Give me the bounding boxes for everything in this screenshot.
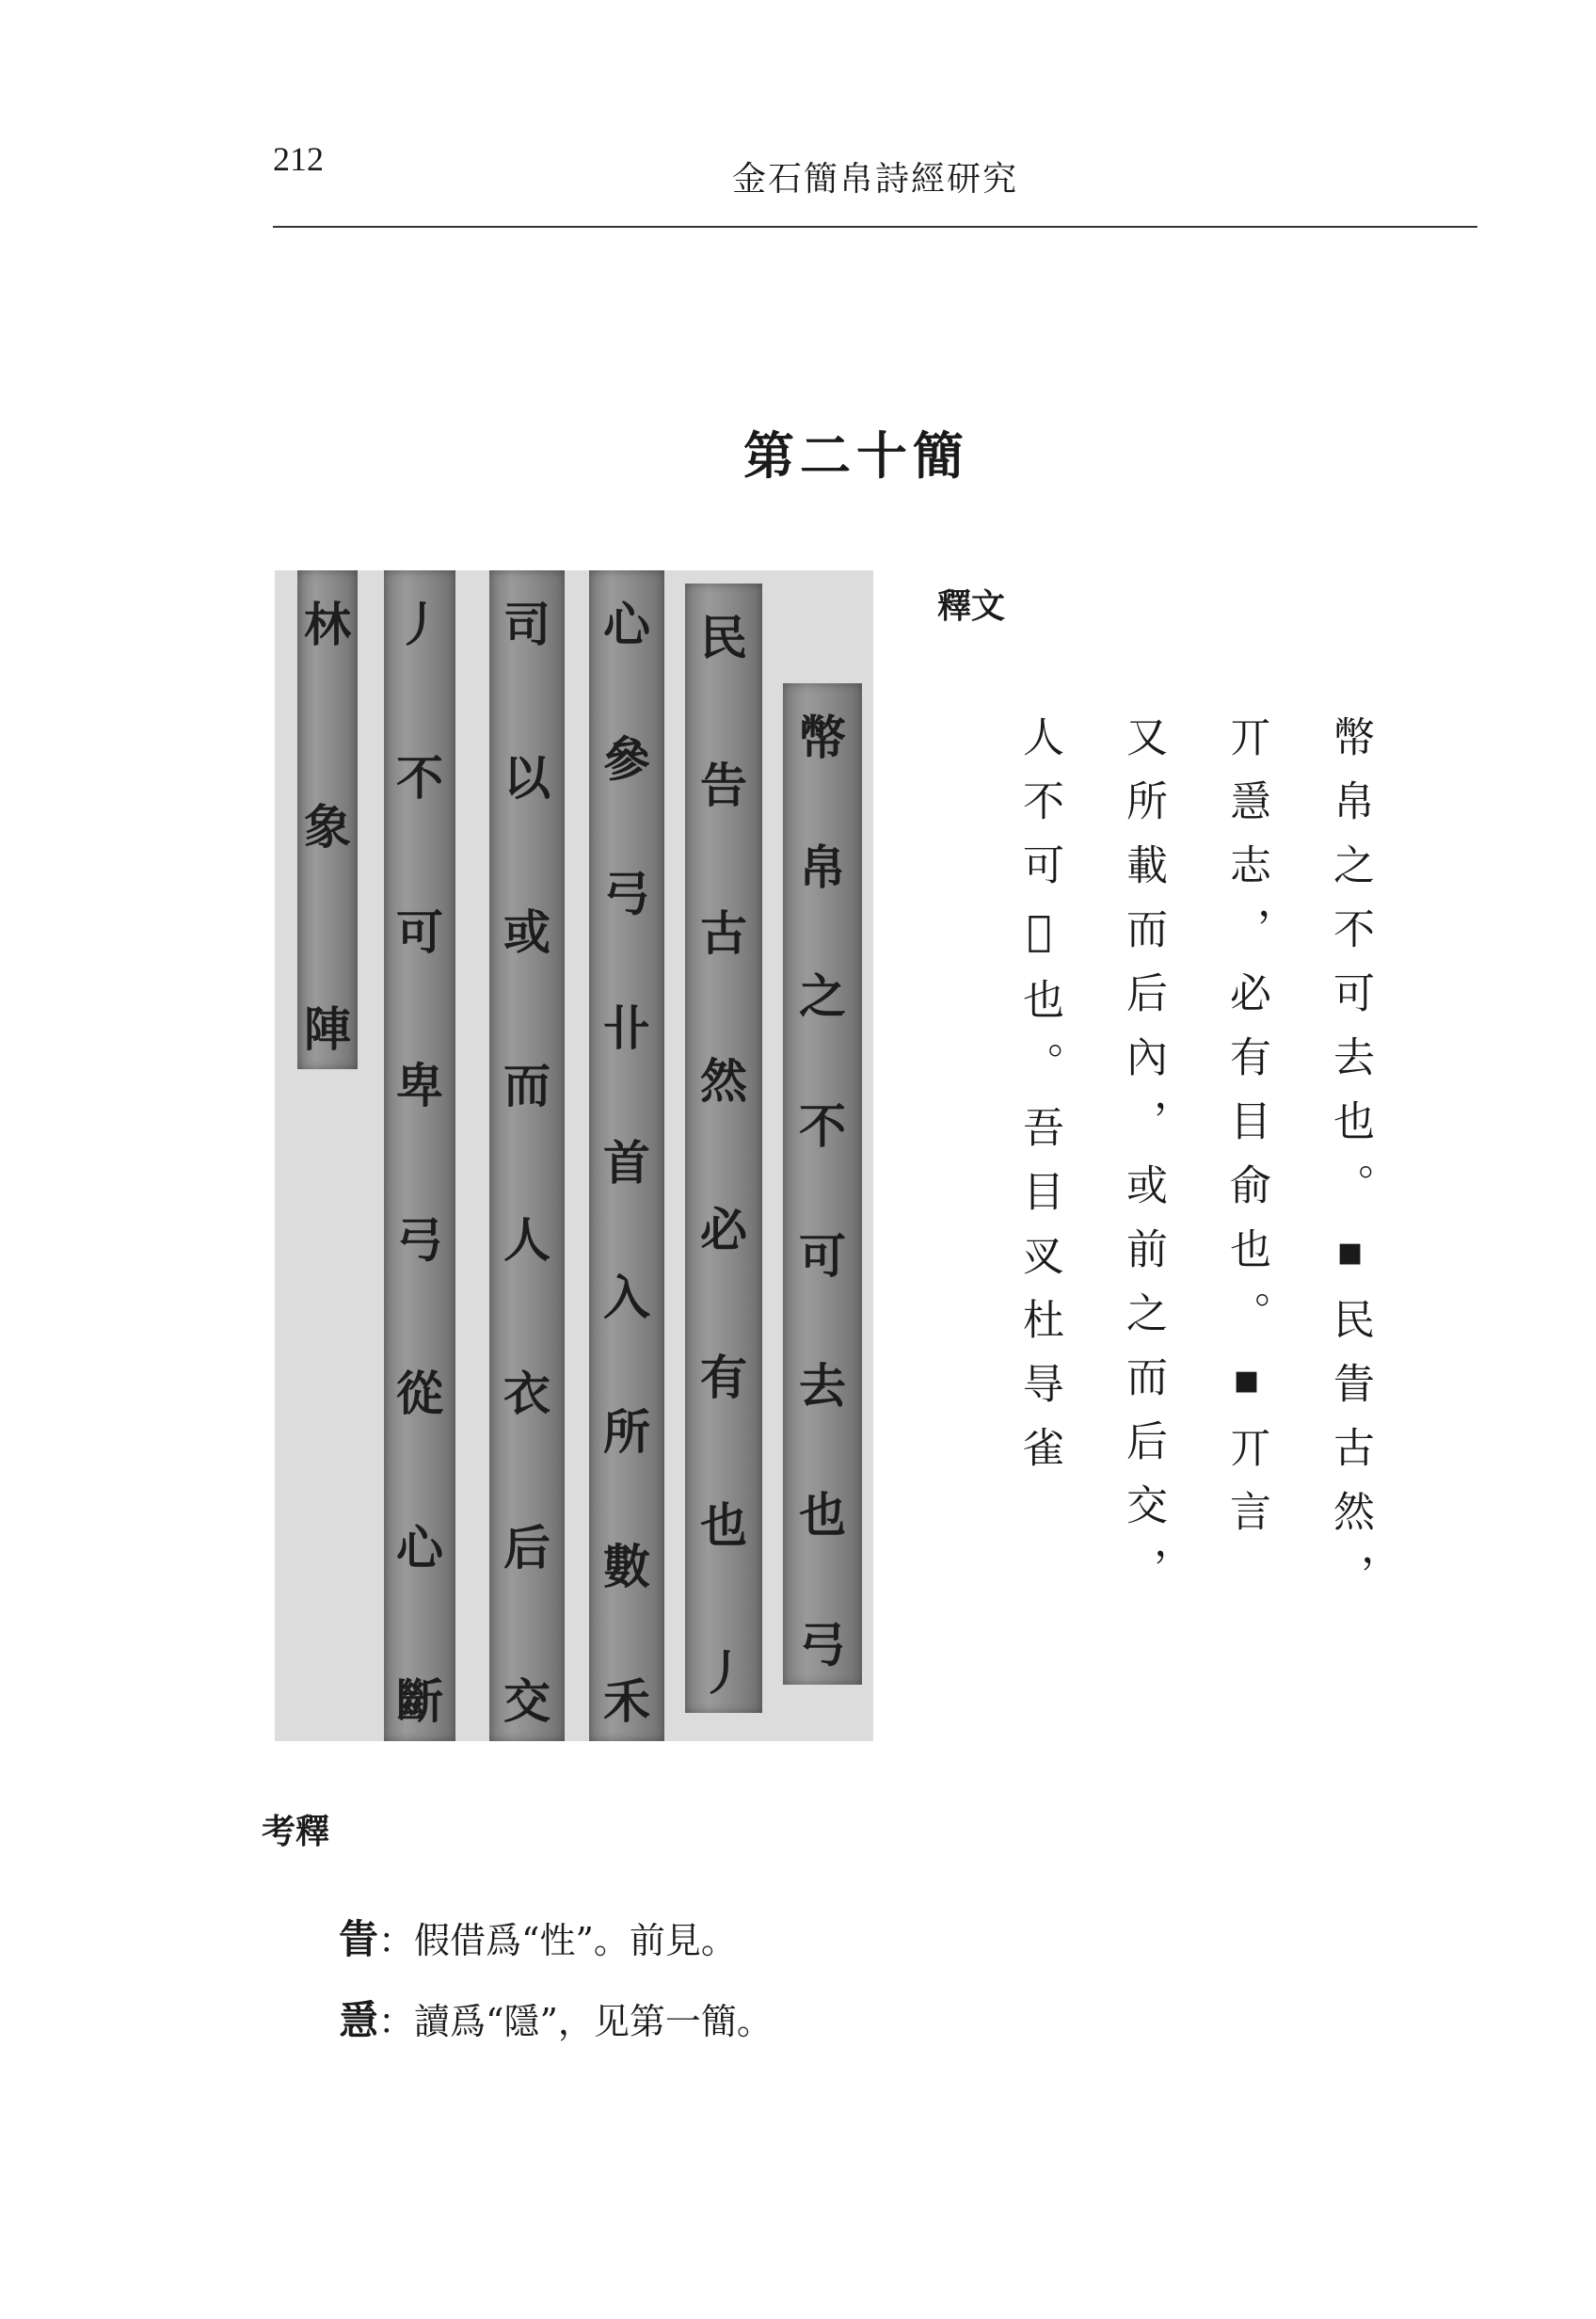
slip-glyph: 象 xyxy=(304,799,351,855)
page-number: 212 xyxy=(273,140,324,178)
note-separator: ： xyxy=(378,1920,415,1961)
slip-glyphs xyxy=(384,587,455,1732)
slip-glyph: 必 xyxy=(700,1201,747,1257)
slip-glyph: 幣 xyxy=(799,710,846,765)
commentary-note xyxy=(339,1990,773,2046)
slip-glyph: 弓 xyxy=(799,1616,846,1672)
slip-glyph: 禾 xyxy=(603,1673,650,1729)
slip-glyphs xyxy=(783,700,862,1675)
transcription-label: 釋文 xyxy=(937,587,1006,626)
slip-glyph: 告 xyxy=(700,758,747,814)
commentary-notes xyxy=(339,1909,773,2071)
page-header xyxy=(273,139,1477,215)
slip-glyph: 斷 xyxy=(396,1672,443,1729)
slip-glyph: 或 xyxy=(503,904,551,960)
bamboo-slip xyxy=(297,570,358,1069)
slip-glyph: 林 xyxy=(304,597,351,652)
section-title: 第二十簡 xyxy=(743,426,969,486)
slip-glyph: 后 xyxy=(503,1519,551,1575)
slip-glyph: 數 xyxy=(603,1539,650,1594)
bamboo-slip xyxy=(489,570,565,1741)
slip-glyphs xyxy=(685,600,762,1703)
slip-glyph: 人 xyxy=(503,1211,551,1268)
commentary-label: 考釋 xyxy=(262,1813,330,1851)
slip-glyph: 不 xyxy=(799,1098,846,1155)
slip-glyph: 入 xyxy=(603,1270,650,1325)
transcription-column: 人不可𢍀也。吾目㕚杜㝵雀 xyxy=(1015,715,1063,1490)
slip-glyph: 民 xyxy=(700,610,747,665)
transcription-block xyxy=(1015,715,1413,1638)
note-term: 㥯 xyxy=(339,1997,379,2043)
slip-glyph: 帛 xyxy=(799,839,846,895)
slip-glyph: 有 xyxy=(700,1349,747,1405)
bamboo-slip xyxy=(384,570,455,1741)
slip-glyphs xyxy=(489,587,565,1732)
commentary-note xyxy=(339,1909,773,1965)
slip-glyph: 也 xyxy=(799,1487,846,1543)
slip-glyph: 弓 xyxy=(603,866,650,921)
bamboo-slip xyxy=(589,570,664,1741)
note-text: 讀爲“隱”，见第一簡。 xyxy=(414,2001,773,2042)
running-title: 金石簡帛詩經研究 xyxy=(732,160,1019,199)
slip-glyph: 之 xyxy=(799,968,846,1025)
slip-glyph: 陣 xyxy=(304,1001,351,1057)
slip-glyph: 而 xyxy=(503,1058,551,1114)
slip-glyph: 衣 xyxy=(503,1366,551,1422)
slip-glyph: 從 xyxy=(396,1366,443,1422)
slip-glyph: 去 xyxy=(799,1357,846,1414)
slip-glyph: 然 xyxy=(700,1053,747,1110)
slip-glyph: 可 xyxy=(396,904,443,960)
slip-glyph: 以 xyxy=(503,750,551,807)
slip-glyph: 司 xyxy=(503,597,551,652)
transcription-column: 丌㥯志，必有目俞也。▪丌言 xyxy=(1222,715,1270,1554)
bamboo-slip xyxy=(685,584,762,1713)
slip-glyph: 卝 xyxy=(603,1000,650,1056)
bamboo-slip xyxy=(783,683,862,1685)
header-divider xyxy=(273,226,1477,228)
slip-glyph: 交 xyxy=(503,1672,551,1729)
slip-glyph: 不 xyxy=(396,750,443,807)
slip-glyph: 心 xyxy=(396,1519,443,1575)
transcription-column: 又所載而后內，或前之而后交， xyxy=(1119,715,1167,1611)
note-text: 假借爲“性”。前見。 xyxy=(414,1920,737,1961)
slip-glyph: 首 xyxy=(603,1135,650,1191)
slip-glyph: 也 xyxy=(700,1496,747,1553)
transcription-column: 幣帛之不可去也。▪民眚古然， xyxy=(1326,715,1374,1618)
slip-glyphs xyxy=(589,587,664,1732)
slip-glyph: 弓 xyxy=(396,1211,443,1268)
note-term: 眚 xyxy=(339,1916,379,1962)
slip-glyph: 心 xyxy=(603,597,650,652)
slip-glyph: 所 xyxy=(603,1404,650,1460)
slip-glyph: 卑 xyxy=(396,1058,443,1114)
slip-glyph: 丿 xyxy=(700,1644,747,1701)
slip-glyph: 參 xyxy=(603,731,650,787)
bamboo-slips-photo xyxy=(275,570,873,1741)
note-separator: ： xyxy=(378,2001,415,2042)
slip-glyph: 丿 xyxy=(396,597,443,652)
slip-glyph: 可 xyxy=(799,1227,846,1284)
slip-glyph: 古 xyxy=(700,905,747,962)
slip-glyphs xyxy=(297,587,358,1060)
